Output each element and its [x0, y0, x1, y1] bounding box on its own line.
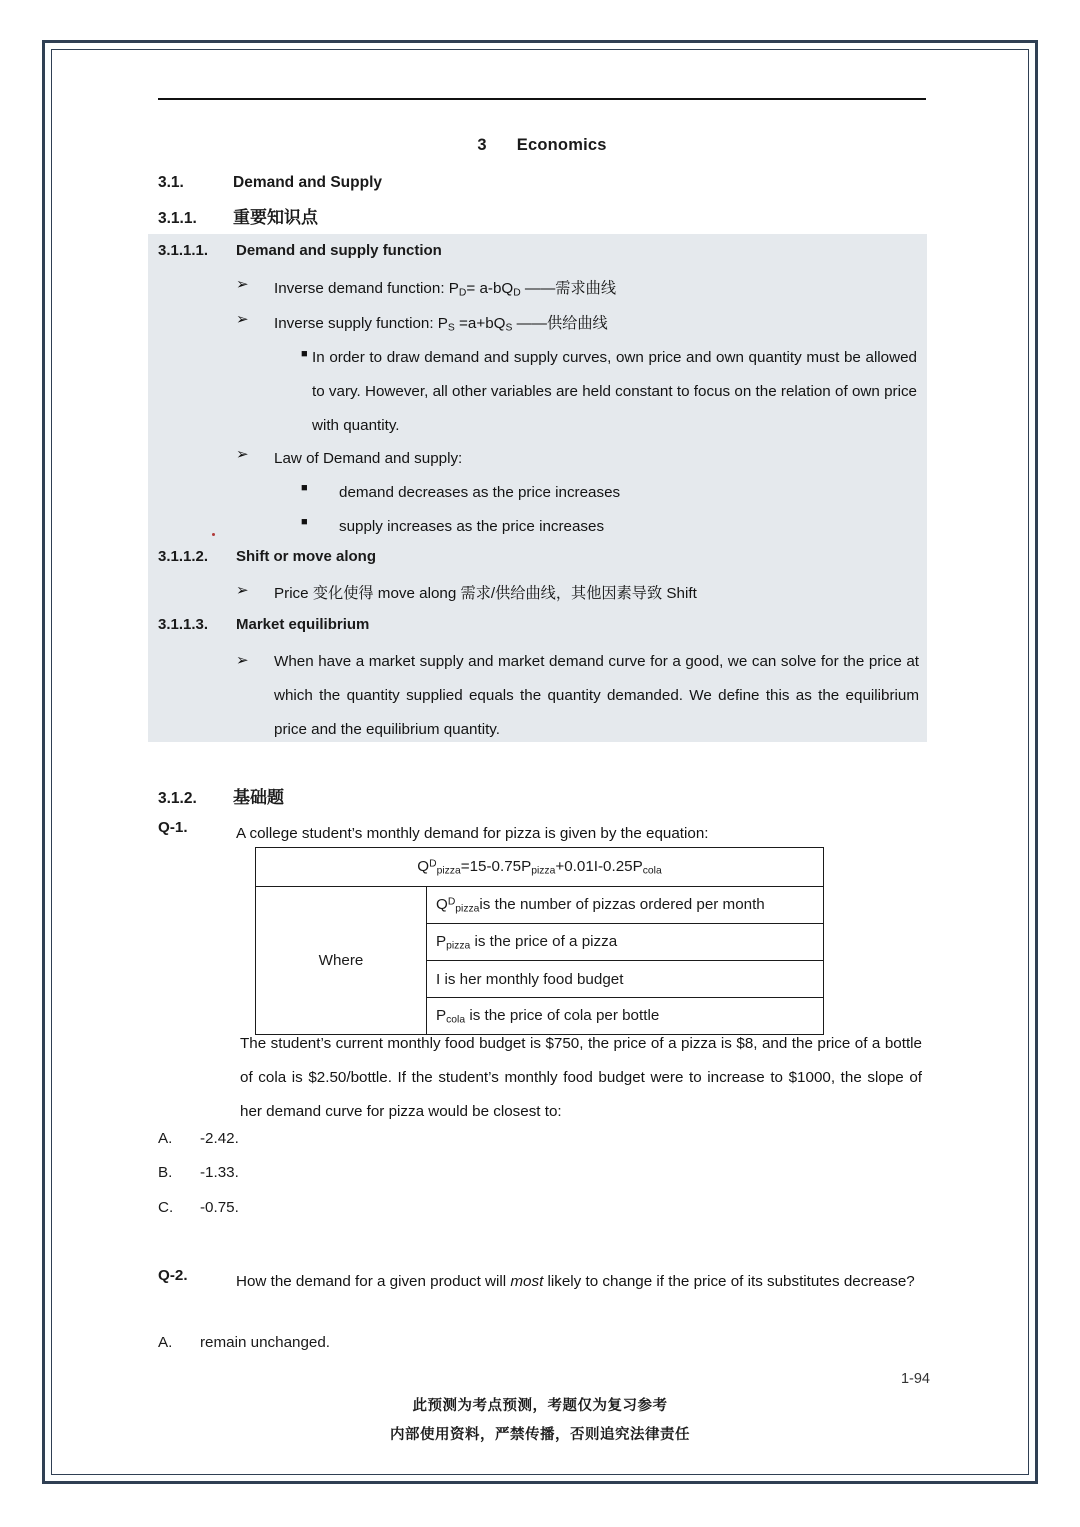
header-rule [158, 98, 926, 100]
question-stem-q1: A college student’s monthly demand for pizza is given by the equation: [236, 825, 709, 842]
def-text: is the number of pizzas ordered per month [479, 895, 765, 913]
heading-3-1 [158, 174, 382, 192]
square-bullet-icon: ■ [301, 482, 308, 494]
choice-letter: B. [158, 1164, 173, 1181]
q2-stem-part2: likely to change if the price of its substitutes decrease? [543, 1273, 915, 1290]
inverse-demand-mid: = a-bQ [466, 280, 514, 297]
choice-q1-a [158, 1130, 239, 1147]
def-sym: Q [436, 895, 448, 913]
draw-curves-note: In order to draw demand and supply curves, own price and own quantity must be allowed to vary. However, all other variables are held constant to focus on the relation of own price with quantity. [312, 349, 917, 434]
heading-3-1-1-1 [158, 242, 442, 259]
heading-3-1-1-3 [158, 616, 369, 633]
choice-letter: A. [158, 1130, 173, 1147]
eq-q-sup: D [429, 858, 437, 870]
choice-text: -2.42. [200, 1130, 239, 1147]
question-body-q1: The student’s current monthly food budget is $750, the price of a pizza is $8, and the price of a bottle of cola is $2.50/bottle. If the student’s monthly food budget were to increase to $1000, the slope of her demand curve for pizza would be closest to: [240, 1035, 922, 1120]
choice-text: -0.75. [200, 1199, 239, 1216]
heading-3-1-2 [158, 783, 284, 808]
heading-3-1-1-number: 3.1.1. [158, 210, 197, 227]
choice-letter: A. [158, 1334, 173, 1351]
shift-move-along-note: Price 变化使得 move along 需求/供给曲线，其他因素导致 Shift [274, 585, 697, 602]
footer-note-line-1: 此预测为考点预测，考题仅为复习参考 [412, 1398, 668, 1414]
inverse-demand-post: ——需求曲线 [520, 280, 617, 297]
chapter-number: 3 [477, 136, 487, 154]
question-stem-q2 [236, 1265, 922, 1299]
eq-rhs-b: +0.01I-0.25P [555, 857, 643, 875]
inverse-supply-pre: Inverse supply function: P [274, 315, 448, 332]
eq-rhs-b-sub: cola [642, 865, 662, 877]
def-sym: P [436, 932, 447, 950]
arrow-bullet-icon: ➢ [236, 276, 249, 293]
heading-3-1-1-text: 重要知识点 [233, 208, 318, 227]
def-sub: cola [446, 1014, 466, 1026]
heading-3-1-1-3-number: 3.1.1.3. [158, 616, 209, 633]
q2-stem-emphasis: most [510, 1273, 544, 1290]
page-number: 1-94 [900, 1371, 930, 1387]
def-text: is her monthly food budget [440, 970, 624, 988]
equation-cell [256, 848, 824, 887]
choice-text: remain unchanged. [200, 1334, 331, 1351]
table-row [256, 848, 824, 887]
eq-rhs-a: =15-0.75P [460, 857, 532, 875]
choice-letter: C. [158, 1199, 174, 1216]
law-supply-increases: supply increases as the price increases [339, 518, 605, 535]
inverse-demand-line [274, 272, 924, 310]
def-text: is the price of cola per bottle [465, 1006, 660, 1024]
heading-3-1-text: Demand and Supply [233, 174, 382, 191]
heading-3-1-1-1-number: 3.1.1.1. [158, 242, 209, 259]
inverse-supply-sub-1: S [447, 322, 455, 334]
def-text: is the price of a pizza [470, 932, 618, 950]
choice-q2-a [158, 1334, 330, 1351]
heading-3-1-1-3-text: Market equilibrium [236, 616, 370, 633]
footer-note-line-2: 内部使用资料，严禁传播，否则追究法律责任 [390, 1427, 690, 1443]
inverse-supply-sub-2: S [505, 322, 513, 334]
def-sub: pizza [455, 903, 480, 915]
arrow-bullet-icon: ➢ [236, 652, 249, 669]
q2-stem-part1: How the demand for a given product will [236, 1273, 511, 1290]
inverse-supply-mid: =a+bQ [454, 315, 506, 332]
table-row [256, 887, 824, 924]
page-title [158, 136, 926, 155]
definition-cell [427, 924, 824, 961]
def-sub: pizza [446, 940, 471, 952]
choice-text: -1.33. [200, 1164, 239, 1181]
pizza-demand-table [255, 847, 824, 1035]
def-sym: I [436, 970, 441, 988]
scan-speck [212, 533, 215, 536]
chapter-title-text: Economics [516, 136, 607, 154]
heading-3-1-2-number: 3.1.2. [158, 790, 197, 807]
arrow-bullet-icon: ➢ [236, 311, 249, 328]
inverse-demand-sub-2: D [513, 287, 521, 299]
inverse-supply-line [274, 307, 924, 345]
def-sup: D [447, 896, 456, 908]
eq-rhs-a-sub: pizza [531, 865, 556, 877]
law-demand-decreases: demand decreases as the price increases [339, 484, 621, 501]
inverse-supply-post: ——供给曲线 [512, 315, 608, 332]
law-of-demand-heading: Law of Demand and supply: [274, 450, 463, 467]
question-label-q1: Q-1. [158, 819, 188, 836]
question-label-q2: Q-2. [158, 1267, 188, 1284]
where-label-cell: Where [256, 887, 427, 1035]
heading-3-1-2-text: 基础题 [233, 788, 284, 807]
arrow-bullet-icon: ➢ [236, 582, 249, 599]
square-bullet-icon: ■ [301, 348, 308, 360]
definition-cell [427, 887, 824, 924]
heading-3-1-1 [158, 203, 318, 228]
choice-q1-c [158, 1199, 239, 1216]
inverse-demand-pre: Inverse demand function: P [274, 280, 459, 297]
heading-3-1-number: 3.1. [158, 174, 184, 191]
eq-q: Q [417, 857, 430, 875]
arrow-bullet-icon: ➢ [236, 446, 249, 463]
heading-3-1-1-2-number: 3.1.1.2. [158, 548, 209, 565]
eq-q-sub: pizza [436, 865, 461, 877]
def-sym: P [436, 1006, 447, 1024]
inverse-demand-sub-1: D [458, 287, 467, 299]
square-bullet-icon: ■ [301, 516, 308, 528]
heading-3-1-1-1-text: Demand and supply function [236, 242, 442, 259]
heading-3-1-1-2 [158, 548, 376, 565]
market-equilibrium-note: When have a market supply and market demand curve for a good, we can solve for the price at which the quantity supplied equals the quantity demanded. We define this as the equilibrium price and the equilibrium quantity. [274, 653, 919, 738]
definition-cell [427, 961, 824, 998]
choice-q1-b [158, 1164, 239, 1181]
heading-3-1-1-2-text: Shift or move along [236, 548, 377, 565]
